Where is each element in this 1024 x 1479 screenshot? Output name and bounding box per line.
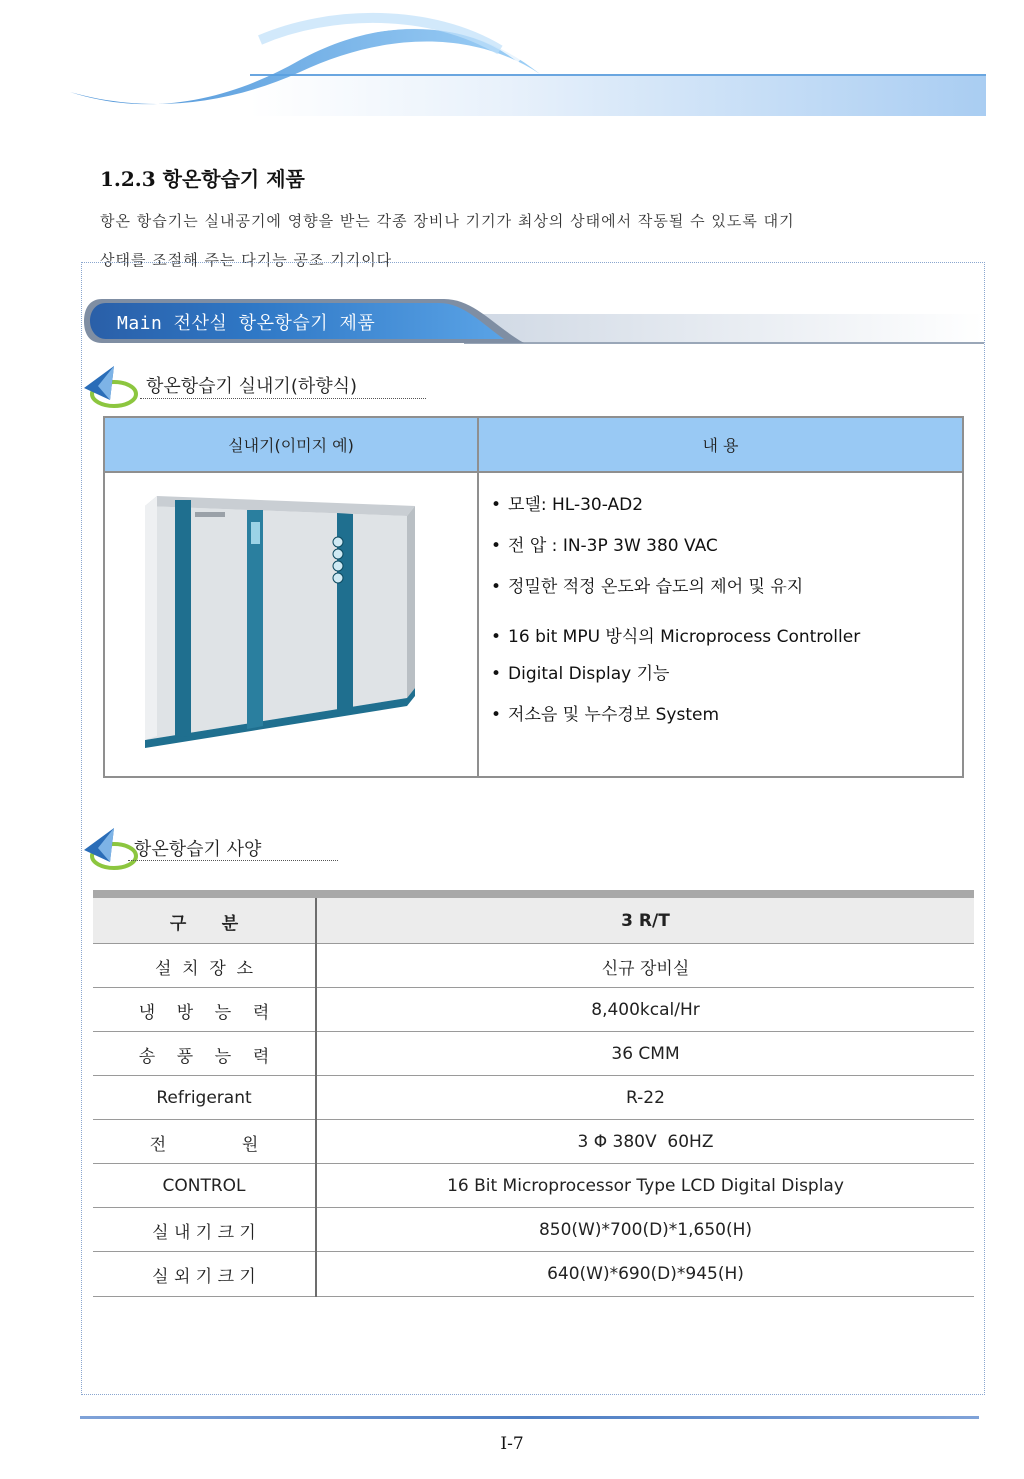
banner-label: Main 전산실 항온항습기 제품 <box>117 313 376 334</box>
indoor-heading-underline <box>140 398 426 399</box>
indoor-heading: 항온항습기 실내기(하향식) <box>146 376 358 397</box>
spec-row-value: R-22 <box>626 1088 665 1108</box>
column-divider <box>477 418 479 776</box>
feature-item: • Digital Display 기능 <box>491 664 670 684</box>
spec-row-value: 640(W)*690(D)*945(H) <box>547 1264 744 1284</box>
feature-item: • 정밀한 적정 온도와 습도의 제어 및 유지 <box>491 577 804 597</box>
spec-table-topbar <box>93 890 974 898</box>
spec-row-label: 실 외 기 크 기 <box>152 1266 256 1287</box>
spec-row-label: 전 원 <box>149 1134 259 1155</box>
feature-item: • 전 압 : IN-3P 3W 380 VAC <box>491 536 718 556</box>
footer-rule <box>80 1416 979 1419</box>
indoor-unit-image <box>135 488 425 748</box>
feature-item: • 저소음 및 누수경보 System <box>491 705 720 725</box>
spec-column-divider <box>315 898 317 1297</box>
header-decoration <box>0 0 1024 130</box>
spec-row-value: 신규 장비실 <box>601 958 690 979</box>
content-column-header: 내 용 <box>479 418 962 473</box>
spec-row-label: CONTROL <box>162 1176 246 1196</box>
spec-row-label: 실 내 기 크 기 <box>152 1222 256 1243</box>
spec-row-label: Refrigerant <box>156 1088 252 1108</box>
triangle-bullet-icon <box>80 360 140 410</box>
spec-table <box>93 890 974 1298</box>
image-column-header: 실내기(이미지 예) <box>105 418 477 473</box>
row-separator <box>93 1296 974 1297</box>
spec-row-value: 8,400kcal/Hr <box>591 1000 700 1020</box>
spec-row-label: 설 치 장 소 <box>154 958 254 979</box>
spec-row-value: 16 Bit Microprocessor Type LCD Digital Display <box>447 1176 844 1196</box>
feature-item: • 16 bit MPU 방식의 Microprocess Controller <box>491 627 861 647</box>
spec-heading: 항온항습기 사양 <box>134 839 262 860</box>
page-number: I-7 <box>500 1434 524 1454</box>
triangle-bullet-icon <box>80 822 140 872</box>
spec-header-value: 3 R/T <box>621 911 670 931</box>
spec-header-label: 구 분 <box>169 913 239 934</box>
spec-row-value: 36 CMM <box>611 1044 680 1064</box>
intro-line-2: 상태를 조절해 주는 다기능 공조 기기이다 <box>100 251 393 269</box>
spec-row-label: 송 풍 능 력 <box>138 1046 270 1067</box>
spec-heading-underline <box>128 860 338 861</box>
intro-line-1: 항온 항습기는 실내공기에 영향을 받는 각종 장비나 기기가 최상의 상태에서 작동될 수 있도록 대기 <box>100 212 795 230</box>
spec-row-label: 냉 방 능 력 <box>138 1002 270 1023</box>
spec-row-value: 850(W)*700(D)*1,650(H) <box>538 1220 753 1240</box>
spec-row-value: 3 Φ 380V 60HZ <box>577 1132 714 1152</box>
section-title: 1.2.3 항온항습기 제품 <box>100 167 305 191</box>
feature-item: • 모델: HL-30-AD2 <box>491 495 644 515</box>
indoor-unit-table <box>103 416 964 778</box>
